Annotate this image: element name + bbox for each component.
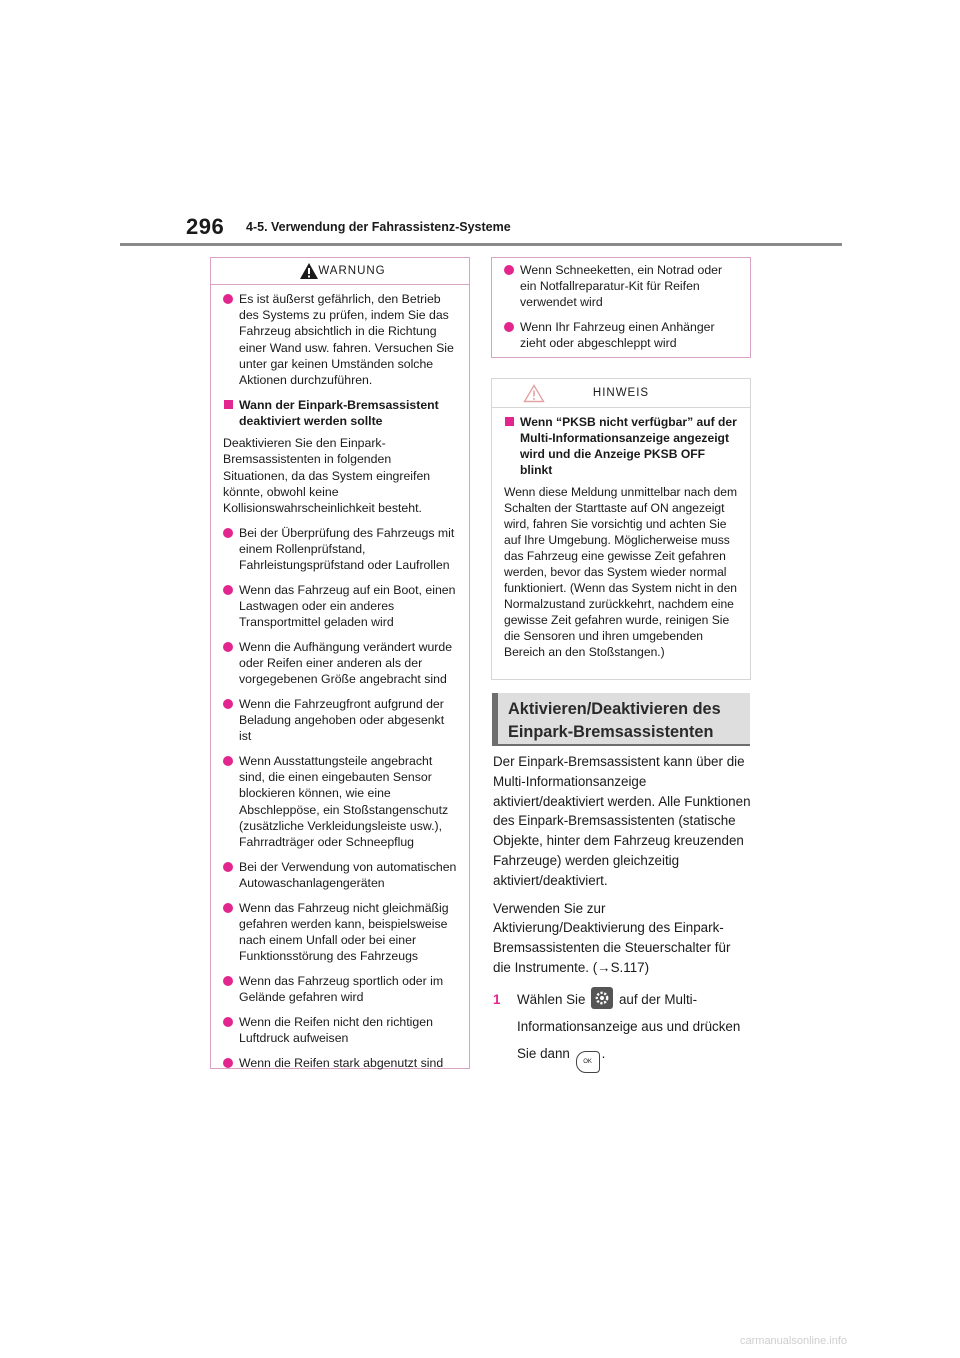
- section-title: 4-5. Verwendung der Fahrassistenz-Systeme: [246, 220, 511, 234]
- bullet-dot: [223, 1058, 233, 1068]
- page-number: 296: [186, 214, 225, 239]
- list-item: Wenn die Reifen nicht den richtigen Luftdruck aufweisen: [223, 1014, 459, 1046]
- bullet-dot: [223, 642, 233, 652]
- square-bullet: [505, 417, 514, 426]
- bullet-dot: [223, 862, 233, 872]
- step-number: 1: [493, 991, 501, 1007]
- body-text: [493, 752, 751, 1073]
- paragraph: Deaktivieren Sie den Einpark-Bremsassistenten in folgenden Situationen, da das System eingreifen könnte, obwohl keine Kollisionswahrscheinlichkeit besteht.: [223, 436, 431, 515]
- bullet-dot: [223, 756, 233, 766]
- bullet-dot: [223, 699, 233, 709]
- settings-gear-icon: [591, 987, 613, 1009]
- bullet-dot: [223, 528, 233, 538]
- list-item: Bei der Verwendung von automatischen Autowaschanlagengeräten: [223, 859, 459, 891]
- square-bullet: [224, 400, 233, 409]
- list-item: Wenn das Fahrzeug sportlich oder im Gelände gefahren wird: [223, 973, 459, 1005]
- warning-triangle-icon: [299, 262, 319, 280]
- bullet-dot: [223, 585, 233, 595]
- list-item: Wenn Ausstattungsteile angebracht sind, die einen eingebauten Sensor blockieren können, wie eine Abschleppöse, ein Stoßstangenschutz (zusätzliche Verkleidungsleiste usw.), Fahrradträger oder Schneepflug: [223, 753, 459, 850]
- list-item: Wenn das Fahrzeug nicht gleichmäßig gefahren werden kann, beispielsweise nach einem Unfall oder bei einer Funktionsstörung des Fahrzeugs: [223, 900, 459, 965]
- bullet-dot: [223, 294, 233, 304]
- list-item: Wenn die Reifen stark abgenutzt sind: [223, 1055, 459, 1071]
- note-box-title: HINWEIS: [492, 379, 750, 408]
- step-item: 1 Wählen Sie auf der Multi-Informationsanzeige aus und drücken Sie dann OK.: [493, 986, 751, 1073]
- bullet-dot: [504, 322, 514, 332]
- paragraph: Verwenden Sie zur Aktivierung/Deaktivierung des Einpark-Bremsassistenten die Steuerschalter für die Instrumente. (→S.117): [493, 900, 731, 975]
- watermark: carmanualsonline.info: [740, 1335, 848, 1347]
- section-heading: Aktivieren/Deaktivieren des Einpark-Bremsassistenten: [492, 693, 750, 746]
- list-item: Wenn die Aufhängung verändert wurde oder Reifen einer anderen als der vorgegebenen Größe angebracht sind: [223, 639, 459, 688]
- ok-button-icon: OK: [576, 1051, 600, 1073]
- header-rule: [120, 243, 842, 246]
- list-item: Wenn Ihr Fahrzeug einen Anhänger zieht oder abgeschleppt wird: [504, 319, 740, 351]
- bullet-dot: [223, 976, 233, 986]
- list-item: Wenn Schneeketten, ein Notrad oder ein Notfallreparatur-Kit für Reifen verwendet wird: [504, 262, 740, 311]
- list-item: Es ist äußerst gefährlich, den Betrieb des Systems zu prüfen, indem Sie das Fahrzeug absichtlich in die Richtung einer Wand usw. fahren. Versuchen Sie unter gar keinen Umständen solche Aktionen durchzuführen.: [223, 291, 459, 388]
- bullet-dot: [504, 265, 514, 275]
- subheading: Wann der Einpark-Bremsassistent deaktiviert werden sollte: [223, 397, 459, 429]
- bullet-dot: [223, 1017, 233, 1027]
- list-item: Wenn die Fahrzeugfront aufgrund der Beladung angehoben oder abgesenkt ist: [223, 696, 459, 745]
- warning-box-title: WARNUNG: [211, 258, 469, 285]
- warning-box: [210, 257, 470, 1069]
- list-item: Wenn das Fahrzeug auf ein Boot, einen Lastwagen oder ein anderes Transportmittel geladen wird: [223, 582, 459, 631]
- warning-box-continued: [491, 257, 751, 358]
- subheading: Wenn “PKSB nicht verfügbar” auf der Multi-Informationsanzeige angezeigt wird und die Anzeige PKSB OFF blinkt: [504, 414, 740, 478]
- list-item: Bei der Überprüfung des Fahrzeugs mit einem Rollenprüfstand, Fahrleistungsprüfstand oder Laufrollen: [223, 525, 459, 574]
- caution-triangle-icon: [523, 384, 545, 403]
- note-box: [491, 378, 751, 680]
- paragraph: Wenn diese Meldung unmittelbar nach dem Schalten der Starttaste auf ON angezeigt wird, fahren Sie vorsichtig und achten Sie auf Ihre Umgebung. Möglicherweise muss das Fahrzeug eine gewisse Zeit gefahren werden, bevor das System wieder normal funktioniert. (Wenn das System nicht in den Normalzustand zurückkehrt, nachdem eine gewisse Zeit gefahren wurde, reinigen Sie die Sensoren und ihren umgebenden Bereich an den Stoßstangen.): [504, 485, 738, 659]
- bullet-dot: [223, 903, 233, 913]
- paragraph: Der Einpark-Bremsassistent kann über die Multi-Informationsanzeige aktiviert/deaktiviert werden. Alle Funktionen des Einpark-Bremsassistenten (statische Objekte, hinter dem Fahrzeug kreuzenden Fahrzeuge) werden gleichzeitig aktiviert/deaktiviert.: [493, 754, 751, 888]
